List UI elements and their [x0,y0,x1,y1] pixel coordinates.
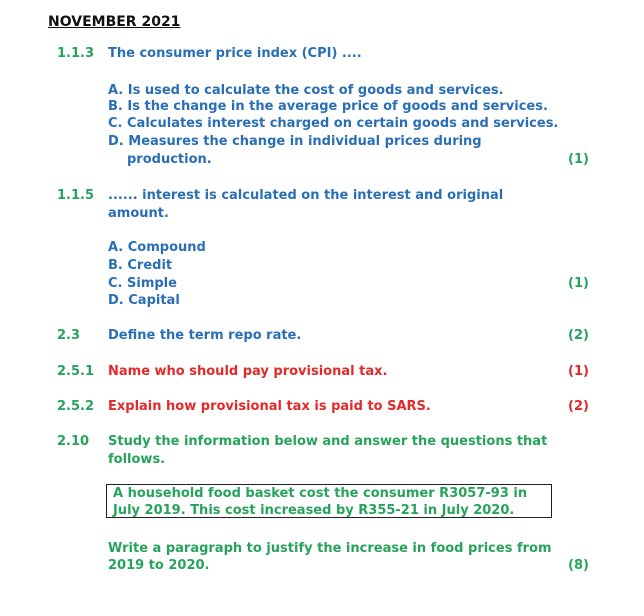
option-b-1-1-5: B. Credit [108,258,173,273]
option-c-1-1-3: C. Calculates interest charged on certain goods and services. [108,116,559,131]
question-number-2-3: 2.3 [57,328,81,343]
question-number-2-5-2: 2.5.2 [57,399,95,414]
question-number-1-1-5: 1.1.5 [57,188,95,203]
information-line1: A household food basket cost the consumer R3057-93 in [113,486,528,501]
marks-2-5-1: (1) [568,364,589,379]
question-text-2-10-line1: Study the information below and answer the questions that [108,434,548,449]
option-d-continuation-1-1-3: production. [127,152,212,167]
option-c-1-1-5: C. Simple [108,276,177,291]
option-a-1-1-5: A. Compound [108,240,206,255]
option-b-1-1-3: B. Is the change in the average price of goods and services. [108,99,548,114]
marks-1-1-3: (1) [568,152,589,167]
question-text-2-10-line2: follows. [108,452,166,467]
task-text-2-10-line1: Write a paragraph to justify the increase in food prices from [108,541,552,556]
question-number-2-5-1: 2.5.1 [57,364,95,379]
question-number-1-1-3: 1.1.3 [57,46,95,61]
marks-2-3: (2) [568,328,589,343]
option-a-1-1-3: A. Is used to calculate the cost of goods and services. [108,83,504,98]
question-text-2-5-1: Name who should pay provisional tax. [108,364,388,379]
marks-2-10: (8) [568,558,589,573]
question-text-1-1-5-line2: amount. [108,206,169,221]
question-text-1-1-3: The consumer price index (CPI) .... [108,46,362,61]
question-text-2-3: Define the term repo rate. [108,328,302,343]
marks-1-1-5: (1) [568,276,589,291]
page-heading: NOVEMBER 2021 [48,14,181,30]
option-d-1-1-3: D. Measures the change in individual prices during [108,134,482,149]
question-number-2-10: 2.10 [57,434,90,449]
marks-2-5-2: (2) [568,399,589,414]
question-text-2-5-2: Explain how provisional tax is paid to SARS. [108,399,431,414]
option-d-1-1-5: D. Capital [108,293,180,308]
task-text-2-10-line2: 2019 to 2020. [108,558,210,573]
information-line2: July 2019. This cost increased by R355-21 in July 2020. [113,503,515,518]
question-text-1-1-5-line1: ...... interest is calculated on the interest and original [108,188,504,203]
